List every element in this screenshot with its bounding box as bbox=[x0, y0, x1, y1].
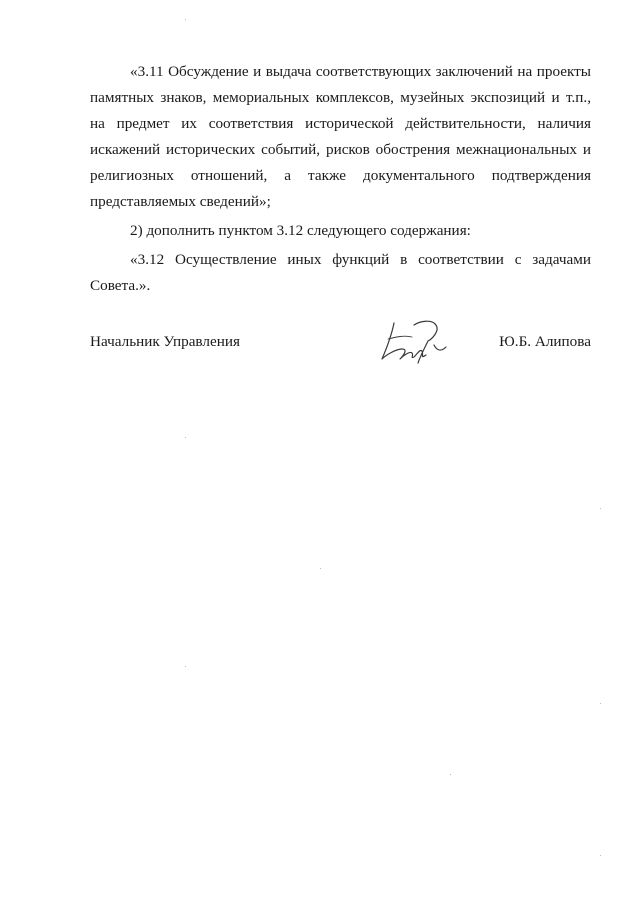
signatory-position: Начальник Управления bbox=[90, 333, 240, 350]
scan-speck bbox=[600, 855, 601, 856]
signature-block bbox=[90, 329, 591, 369]
document-body bbox=[90, 59, 591, 299]
scan-speck bbox=[185, 666, 186, 667]
scan-speck bbox=[185, 437, 186, 438]
scan-speck bbox=[450, 774, 451, 775]
paragraph-item-2: 2) дополнить пунктом 3.12 следующего содержания: bbox=[130, 222, 471, 239]
scan-speck bbox=[600, 703, 601, 704]
scan-speck bbox=[185, 19, 186, 20]
paragraph-item-3-11: «3.11 Обсуждение и выдача соответствующих заключений на проекты памятных знаков, мемориальных комплексов, музейных экспозиций и т.п., на предмет их соответствия исторической действительности, наличия искажений исторических событий, рисков обострения межнациональных и религиозных отношений, а также документального подтверждения представляемых сведений»; bbox=[90, 63, 591, 210]
scan-speck bbox=[320, 568, 321, 569]
signatory-name: Ю.Б. Алипова bbox=[499, 333, 591, 350]
paragraph-item-3-12: «3.12 Осуществление иных функций в соответствии с задачами Совета.». bbox=[90, 251, 591, 294]
scan-speck bbox=[600, 508, 601, 509]
handwritten-signature-icon bbox=[374, 315, 454, 371]
